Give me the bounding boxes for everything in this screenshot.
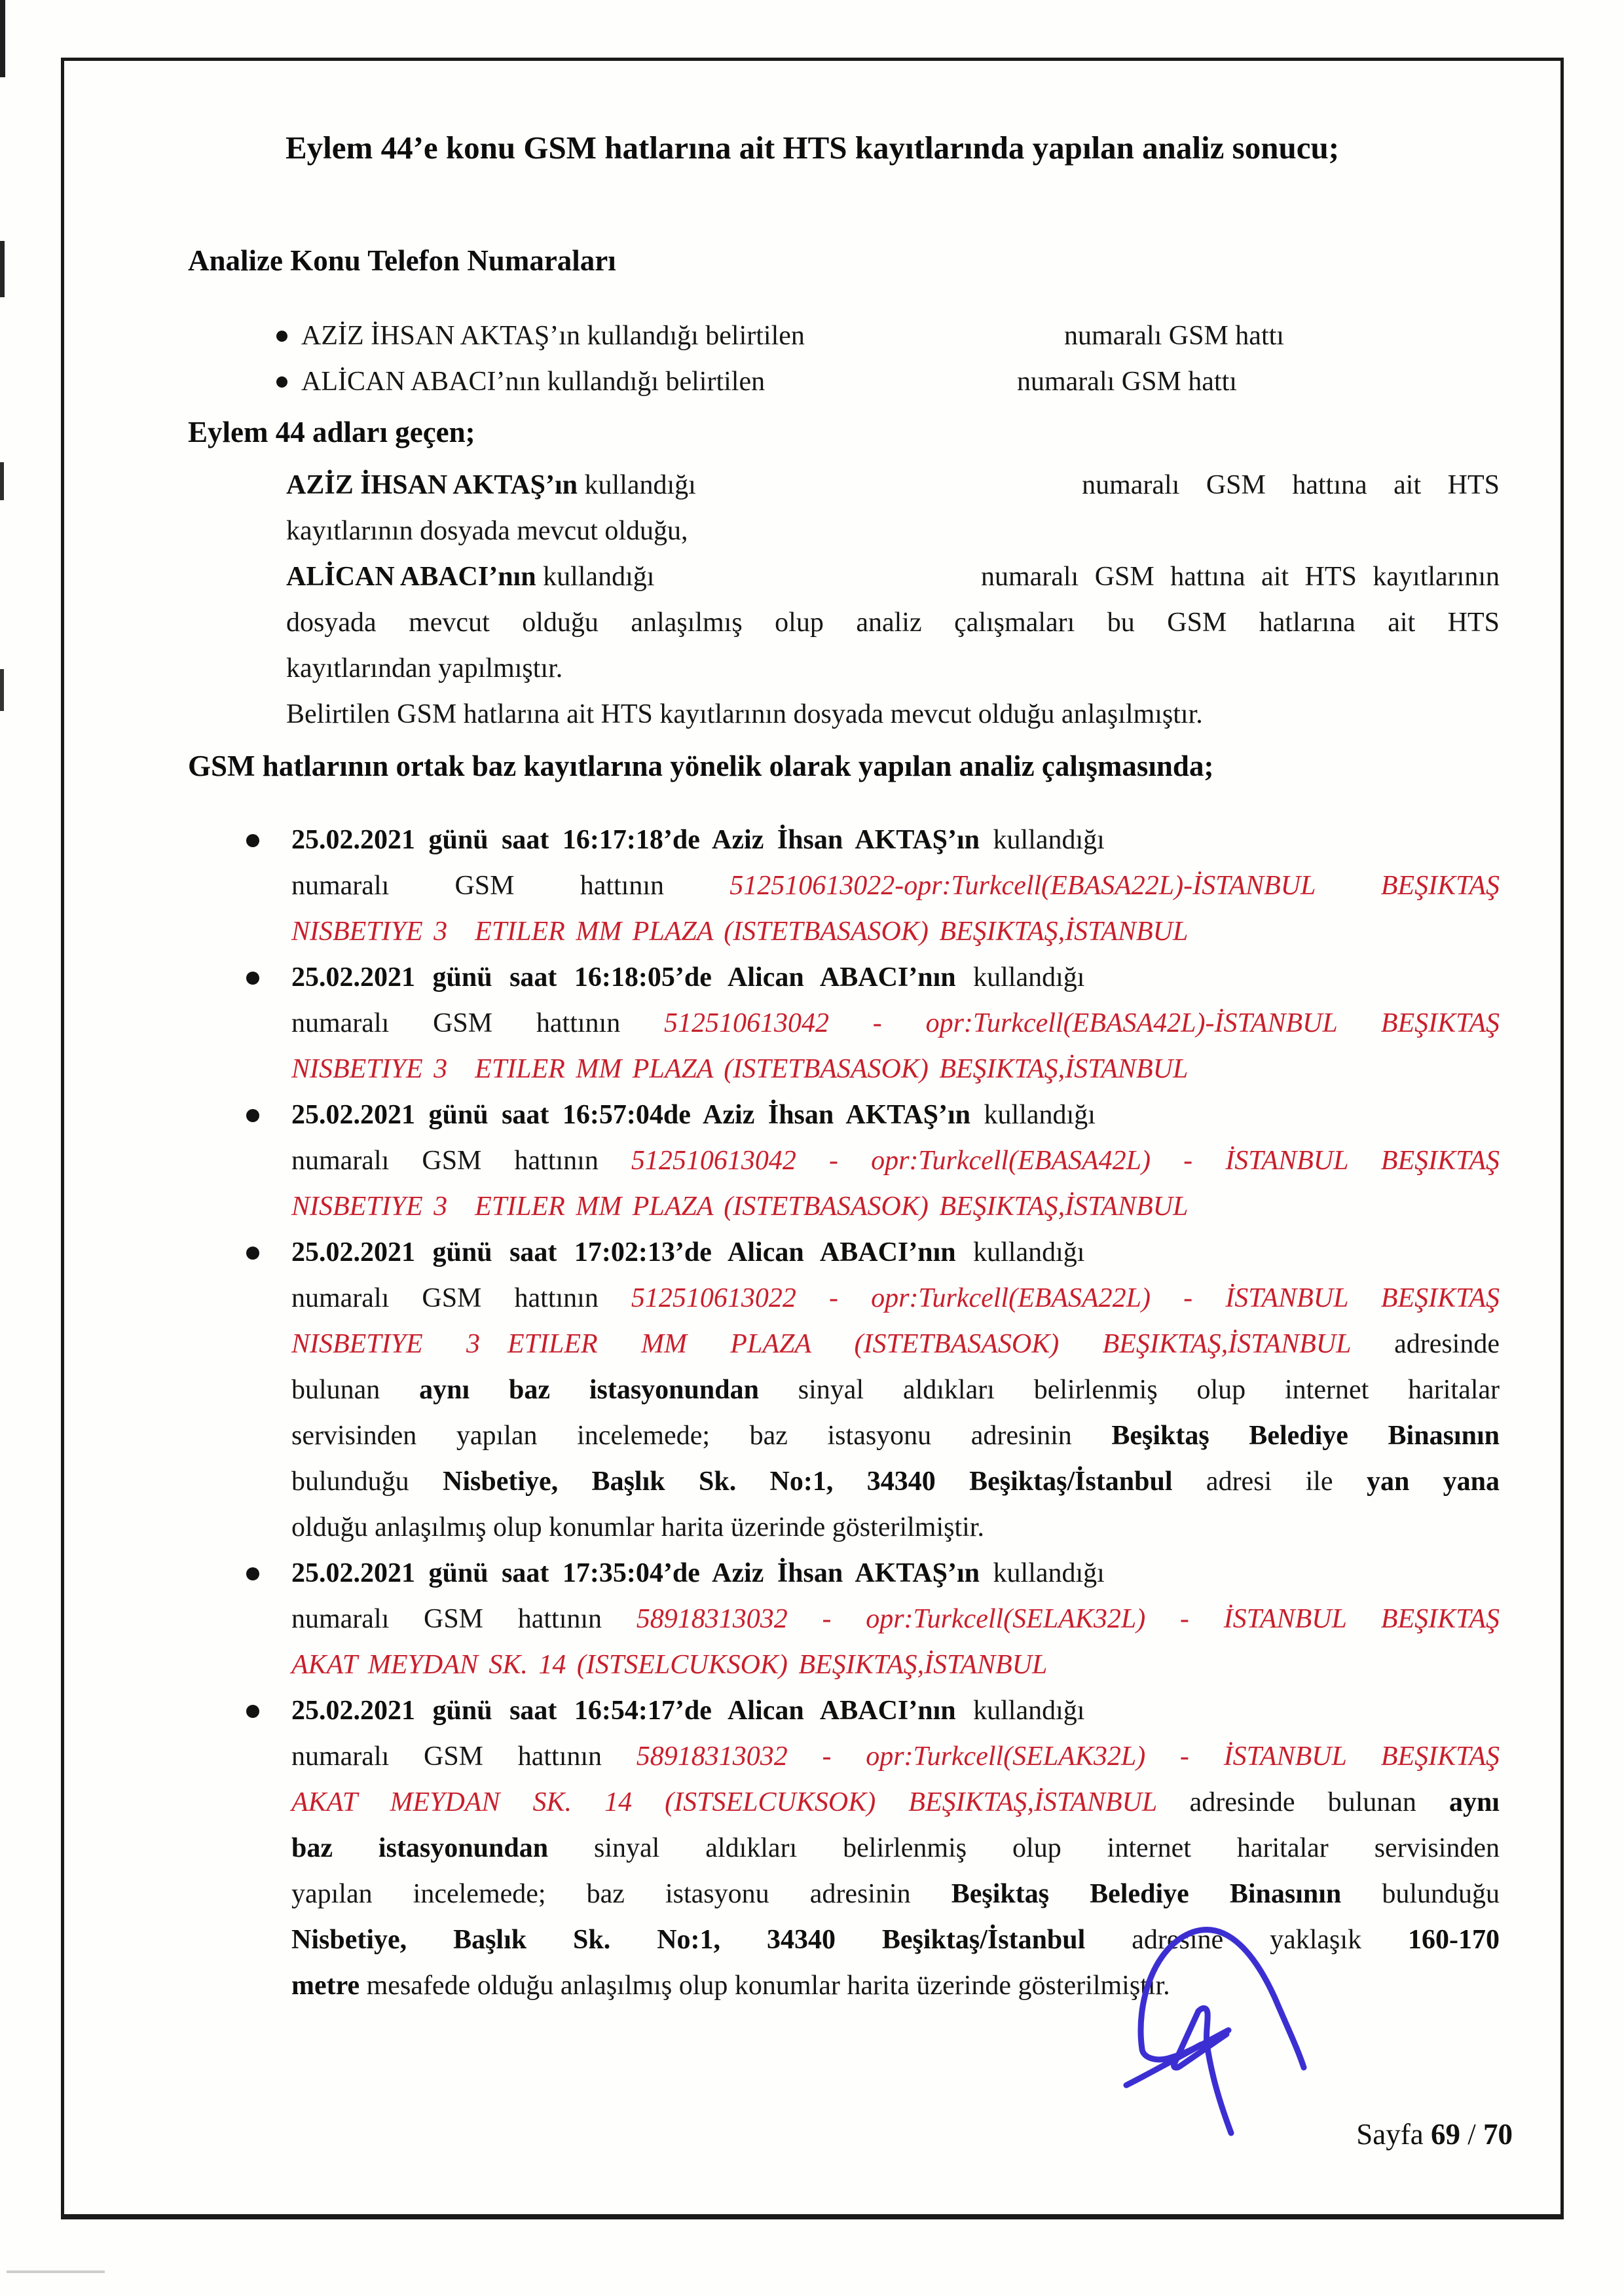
text-line <box>291 909 1500 955</box>
bullet-icon <box>276 376 287 388</box>
text-line <box>291 1413 1500 1459</box>
bold-emphasis-text: Beşiktaş Belediye Binasının <box>951 1879 1342 1909</box>
redacted-number-gap <box>696 462 1082 508</box>
text-line <box>286 554 1500 600</box>
body-text: adresi ile <box>1172 1467 1367 1497</box>
scan-artifact <box>7 2270 105 2273</box>
gsm-line-label: numaralı GSM hattı <box>1017 367 1237 397</box>
body-text: mesafede olduğu anlaşılmış olup konumlar harita üzerinde gösterilmiştir. <box>360 1971 1170 2001</box>
body-text: kullandığı <box>955 1696 1085 1726</box>
base-station-record-text: NISBETIYE 3 ETILER MM PLAZA (ISTETBASASOK) BEŞIKTAŞ,İSTANBUL <box>291 1329 1395 1359</box>
base-station-record-text: NISBETIYE 3 ETILER MM PLAZA (ISTETBASASOK) BEŞIKTAŞ,İSTANBUL <box>291 917 1189 947</box>
text-line <box>291 1230 1500 1275</box>
bullet-icon <box>246 1109 259 1122</box>
page-number: 69 <box>1430 2118 1460 2151</box>
base-station-record-text: NISBETIYE 3 ETILER MM PLAZA (ISTETBASASOK) BEŞIKTAŞ,İSTANBUL <box>291 1192 1189 1222</box>
text-line <box>291 1000 1500 1046</box>
text-line <box>291 1184 1500 1230</box>
text-line <box>291 1688 1500 1734</box>
body-text: numaralı GSM hattına ait HTS <box>1082 470 1500 500</box>
body-text: numaralı GSM hattının <box>291 1146 631 1176</box>
body-text: kullandığı <box>980 825 1105 855</box>
bold-emphasis-text: Nisbetiye, Başlık Sk. No:1, 34340 Beşiktaş/İstanbul <box>443 1467 1173 1497</box>
bold-emphasis-text: 25.02.2021 günü saat 16:57:04de Aziz İhsan AKTAŞ’ın <box>291 1100 971 1130</box>
body-text: kayıtlarının dosyada mevcut olduğu, <box>286 516 688 546</box>
body-text: kullandığı <box>955 1237 1085 1267</box>
base-station-record-text: 512510613022 - opr:Turkcell(EBASA22L) - İSTANBUL BEŞIKTAŞ <box>631 1283 1500 1313</box>
analysis-bullet-item <box>241 1550 1500 1688</box>
bold-emphasis-text: 25.02.2021 günü saat 17:02:13’de Alican ABACI’nın <box>291 1237 956 1267</box>
base-station-record-text: AKAT MEYDAN SK. 14 (ISTSELCUKSOK) BEŞIKTAŞ,İSTANBUL <box>291 1650 1048 1680</box>
text-line <box>286 462 1500 508</box>
bold-emphasis-text: metre <box>291 1971 360 2001</box>
text-line <box>291 1642 1500 1688</box>
text-line <box>291 817 1500 863</box>
body-text: bulunduğu <box>1341 1879 1500 1909</box>
text-line <box>286 508 1500 554</box>
bold-emphasis-text: 25.02.2021 günü saat 17:35:04’de Aziz İhsan AKTAŞ’ın <box>291 1558 980 1588</box>
bullet-icon <box>246 1247 259 1260</box>
body-text: bulunduğu <box>291 1467 443 1497</box>
body-text: numaralı GSM hattının <box>291 871 730 901</box>
text-line <box>291 1275 1500 1321</box>
body-text: bulunan <box>291 1375 420 1405</box>
body-text: olduğu anlaşılmış olup konumlar harita üzerinde gösterilmiştir. <box>291 1512 984 1542</box>
scan-artifact <box>0 0 5 77</box>
scan-artifact <box>0 241 5 297</box>
body-text: kullandığı <box>970 1100 1096 1130</box>
section-heading-eylem44: Eylem 44 adları geçen; <box>188 416 475 448</box>
bullet-icon <box>246 834 259 847</box>
bold-emphasis-text: 25.02.2021 günü saat 16:54:17’de Alican ABACI’nın <box>291 1696 956 1726</box>
body-text: kullandığı <box>578 470 696 500</box>
bold-emphasis-text: Beşiktaş Belediye Binasının <box>1111 1421 1500 1451</box>
signature-stroke <box>1198 2008 1231 2133</box>
scan-artifact <box>0 669 4 711</box>
text-line <box>291 1138 1500 1184</box>
body-text: kullandığı <box>980 1558 1105 1588</box>
bullet-icon <box>276 331 287 342</box>
bold-emphasis-text: baz istasyonundan <box>291 1833 549 1863</box>
signature-stroke <box>1174 2011 1227 2068</box>
body-text: kullandığı <box>955 962 1085 993</box>
body-text: numaralı GSM hattının <box>291 1604 637 1634</box>
bold-emphasis-text: aynı <box>1449 1787 1500 1817</box>
text-line <box>291 1550 1500 1596</box>
page-footer <box>1238 2115 1513 2154</box>
scan-artifact <box>0 462 4 500</box>
analysis-bullet-item <box>241 1230 1500 1550</box>
base-station-record-text: 512510613042 - opr:Turkcell(EBASA42L) - İSTANBUL BEŞIKTAŞ <box>631 1146 1500 1176</box>
body-text: kayıtlarından yapılmıştır. <box>286 653 563 683</box>
analysis-bullet-item <box>241 817 1500 955</box>
base-station-record-text: 58918313032 - opr:Turkcell(SELAK32L) - İSTANBUL BEŞIKTAŞ <box>636 1741 1500 1772</box>
text-line <box>291 1459 1500 1504</box>
text-line <box>291 1367 1500 1413</box>
phone-list-item <box>275 359 1519 405</box>
body-text: numaralı GSM hattının <box>291 1283 631 1313</box>
bold-emphasis-text: ALİCAN ABACI’nın <box>286 562 536 592</box>
body-text: adresinde bulunan <box>1189 1787 1449 1817</box>
body-text: Belirtilen GSM hatlarına ait HTS kayıtlarının dosyada mevcut olduğu anlaşılmıştır. <box>286 699 1203 729</box>
body-text: dosyada mevcut olduğu anlaşılmış olup analiz çalışmaları bu GSM hatlarına ait HTS <box>286 608 1500 638</box>
bold-emphasis-text: 25.02.2021 günü saat 16:17:18’de Aziz İhsan AKTAŞ’ın <box>291 825 980 855</box>
text-line <box>286 600 1500 646</box>
page-separator: / <box>1467 2118 1476 2151</box>
bold-emphasis-text: AZİZ İHSAN AKTAŞ’ın <box>286 470 578 500</box>
eylem44-paragraph <box>286 462 1500 737</box>
section-heading-analyzed-numbers: Analize Konu Telefon Numaraları <box>188 244 616 277</box>
bullet-icon <box>246 1705 259 1718</box>
body-text: adresinde <box>1394 1329 1500 1359</box>
phone-owner-text: AZİZ İHSAN AKTAŞ’ın kullandığı belirtilen <box>301 321 805 351</box>
body-text: kullandığı <box>536 562 655 592</box>
bold-emphasis-text: 160-170 <box>1408 1925 1500 1955</box>
analysis-bullet-item <box>241 955 1500 1092</box>
base-station-record-text: NISBETIYE 3 ETILER MM PLAZA (ISTETBASASOK) BEŞIKTAŞ,İSTANBUL <box>291 1054 1189 1084</box>
text-line <box>291 1596 1500 1642</box>
page-total: 70 <box>1483 2118 1513 2151</box>
gsm-line-label: numaralı GSM hattı <box>1064 321 1284 351</box>
base-station-record-text: 512510613022-opr:Turkcell(EBASA22L)-İSTANBUL BEŞIKTAŞ <box>729 871 1500 901</box>
body-text: numaralı GSM hattına ait HTS kayıtlarının <box>980 562 1500 592</box>
section-heading-base-station-analysis: GSM hatlarının ortak baz kayıtlarına yönelik olarak yapılan analiz çalışmasında; <box>188 750 1214 782</box>
text-line <box>291 1321 1500 1367</box>
body-text: servisinden yapılan incelemede; baz istasyonu adresinin <box>291 1421 1112 1451</box>
base-station-record-text: 58918313032 - opr:Turkcell(SELAK32L) - İSTANBUL BEŞIKTAŞ <box>636 1604 1500 1634</box>
body-text: sinyal aldıkları belirlenmiş olup internet haritalar <box>758 1375 1500 1405</box>
bold-emphasis-text: 25.02.2021 günü saat 16:18:05’de Alican ABACI’nın <box>291 962 956 993</box>
text-line <box>286 646 1500 691</box>
text-line <box>291 1092 1500 1138</box>
base-station-record-text: AKAT MEYDAN SK. 14 (ISTSELCUKSOK) BEŞIKTAŞ,İSTANBUL <box>291 1787 1190 1817</box>
text-line <box>291 1779 1500 1825</box>
body-text: adresine yaklaşık <box>1085 1925 1409 1955</box>
text-line <box>291 1825 1500 1871</box>
base-station-analysis-list <box>241 817 1500 2009</box>
body-text: sinyal aldıkları belirlenmiş olup internet haritalar servisinden <box>548 1833 1500 1863</box>
body-text: numaralı GSM hattının <box>291 1741 637 1772</box>
text-line <box>291 1504 1500 1550</box>
text-line <box>291 955 1500 1000</box>
text-line <box>291 1734 1500 1779</box>
bold-emphasis-text: Nisbetiye, Başlık Sk. No:1, 34340 Beşiktaş/İstanbul <box>291 1925 1086 1955</box>
text-line <box>291 1046 1500 1092</box>
body-text: yapılan incelemede; baz istasyonu adresinin <box>291 1879 951 1909</box>
bullet-icon <box>246 1567 259 1580</box>
bold-emphasis-text: yan yana <box>1366 1467 1500 1497</box>
document-title: Eylem 44’e konu GSM hatlarına ait HTS kayıtlarında yapılan analiz sonucu; <box>285 130 1340 166</box>
base-station-record-text: 512510613042 - opr:Turkcell(EBASA42L)-İSTANBUL BEŞIKTAŞ <box>664 1008 1500 1038</box>
bullet-icon <box>246 972 259 985</box>
signature-stroke <box>1141 1930 1304 2068</box>
text-line <box>291 863 1500 909</box>
footer-label: Sayfa <box>1356 2118 1424 2151</box>
phone-owner-text: ALİCAN ABACI’nın kullandığı belirtilen <box>301 367 766 397</box>
text-line <box>286 691 1500 737</box>
body-text: numaralı GSM hattının <box>291 1008 665 1038</box>
phone-list-item <box>275 313 1519 359</box>
analysis-bullet-item <box>241 1092 1500 1230</box>
redacted-number-gap <box>654 554 981 600</box>
bold-emphasis-text: aynı baz istasyonundan <box>419 1375 759 1405</box>
